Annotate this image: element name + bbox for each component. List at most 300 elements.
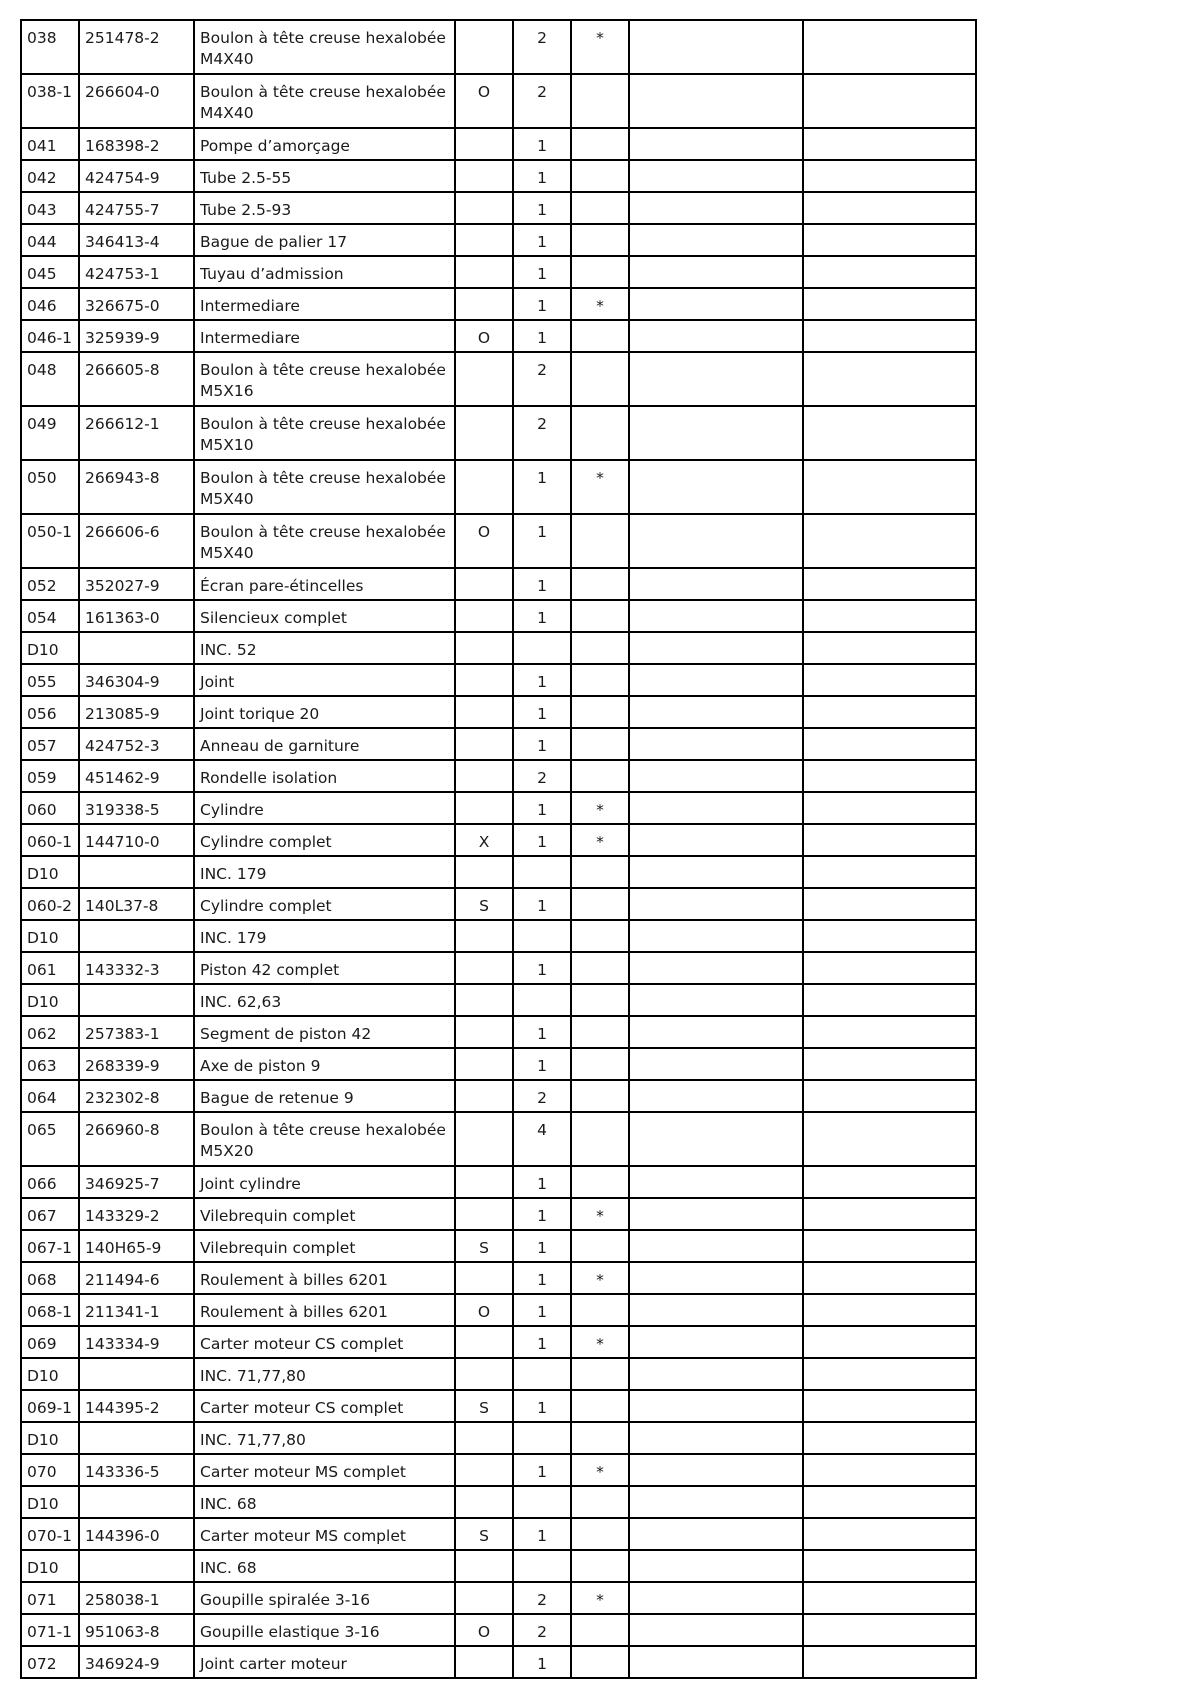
part-number-cell: 346924-9	[79, 1646, 194, 1678]
item-number-cell: 068	[21, 1262, 79, 1294]
item-number-cell: 059	[21, 760, 79, 792]
marker-cell	[571, 406, 629, 460]
quantity-cell: 1	[513, 1166, 571, 1198]
marker-cell	[571, 1294, 629, 1326]
note-code-cell: O	[455, 320, 513, 352]
note-code-cell	[455, 856, 513, 888]
part-number-cell: 143329-2	[79, 1198, 194, 1230]
quantity-cell: 1	[513, 1198, 571, 1230]
blank-cell	[629, 760, 803, 792]
marker-cell	[571, 728, 629, 760]
blank-cell	[629, 1080, 803, 1112]
description-cell: Goupille spiralée 3-16	[194, 1582, 455, 1614]
note-code-cell: S	[455, 888, 513, 920]
description-cell: Goupille elastique 3-16	[194, 1614, 455, 1646]
note-code-cell	[455, 696, 513, 728]
part-number-cell: 140H65-9	[79, 1230, 194, 1262]
description-cell: Vilebrequin complet	[194, 1198, 455, 1230]
part-number-cell: 326675-0	[79, 288, 194, 320]
item-number-cell: 067-1	[21, 1230, 79, 1262]
item-number-cell: 055	[21, 664, 79, 696]
part-number-cell: 143334-9	[79, 1326, 194, 1358]
quantity-cell: 2	[513, 1080, 571, 1112]
item-number-cell: 063	[21, 1048, 79, 1080]
item-number-cell: 050	[21, 460, 79, 514]
marker-cell	[571, 1358, 629, 1390]
blank-cell	[629, 1550, 803, 1582]
marker-cell: *	[571, 20, 629, 74]
item-number-cell: 045	[21, 256, 79, 288]
blank-cell	[803, 1390, 976, 1422]
item-number-cell: 071	[21, 1582, 79, 1614]
part-number-cell: 268339-9	[79, 1048, 194, 1080]
marker-cell	[571, 1166, 629, 1198]
item-number-cell: 062	[21, 1016, 79, 1048]
blank-cell	[803, 856, 976, 888]
table-row	[21, 1166, 976, 1198]
note-code-cell	[455, 568, 513, 600]
table-row	[21, 288, 976, 320]
description-cell: Boulon à tête creuse hexalobée M5X16	[194, 352, 455, 406]
quantity-cell: 1	[513, 664, 571, 696]
marker-cell	[571, 1614, 629, 1646]
table-row	[21, 1112, 976, 1166]
blank-cell	[629, 406, 803, 460]
part-number-cell: 424753-1	[79, 256, 194, 288]
marker-cell	[571, 224, 629, 256]
marker-cell	[571, 888, 629, 920]
table-row	[21, 1016, 976, 1048]
marker-cell	[571, 128, 629, 160]
blank-cell	[629, 664, 803, 696]
item-number-cell: 066	[21, 1166, 79, 1198]
item-number-cell: D10	[21, 1422, 79, 1454]
note-code-cell: S	[455, 1518, 513, 1550]
blank-cell	[629, 1048, 803, 1080]
quantity-cell: 2	[513, 1582, 571, 1614]
note-code-cell	[455, 1166, 513, 1198]
note-code-cell	[455, 1198, 513, 1230]
description-cell: Cylindre	[194, 792, 455, 824]
marker-cell	[571, 664, 629, 696]
note-code-cell	[455, 192, 513, 224]
item-number-cell: 052	[21, 568, 79, 600]
blank-cell	[629, 514, 803, 568]
description-cell: Joint	[194, 664, 455, 696]
item-number-cell: 072	[21, 1646, 79, 1678]
note-code-cell	[455, 1422, 513, 1454]
part-number-cell: 140L37-8	[79, 888, 194, 920]
quantity-cell: 1	[513, 1262, 571, 1294]
description-cell: Joint carter moteur	[194, 1646, 455, 1678]
item-number-cell: 048	[21, 352, 79, 406]
blank-cell	[803, 1112, 976, 1166]
table-row	[21, 1454, 976, 1486]
part-number-cell: 266605-8	[79, 352, 194, 406]
blank-cell	[803, 514, 976, 568]
item-number-cell: D10	[21, 1486, 79, 1518]
marker-cell	[571, 256, 629, 288]
description-cell: Silencieux complet	[194, 600, 455, 632]
blank-cell	[629, 20, 803, 74]
marker-cell	[571, 760, 629, 792]
description-cell: Rondelle isolation	[194, 760, 455, 792]
item-number-cell: D10	[21, 1550, 79, 1582]
blank-cell	[629, 460, 803, 514]
part-number-cell	[79, 1358, 194, 1390]
description-cell: Piston 42 complet	[194, 952, 455, 984]
part-number-cell: 346304-9	[79, 664, 194, 696]
description-cell: Carter moteur CS complet	[194, 1326, 455, 1358]
part-number-cell: 144395-2	[79, 1390, 194, 1422]
quantity-cell: 4	[513, 1112, 571, 1166]
quantity-cell: 1	[513, 160, 571, 192]
note-code-cell	[455, 224, 513, 256]
description-cell: Cylindre complet	[194, 824, 455, 856]
blank-cell	[629, 952, 803, 984]
part-number-cell: 266943-8	[79, 460, 194, 514]
note-code-cell	[455, 792, 513, 824]
part-number-cell: 144396-0	[79, 1518, 194, 1550]
marker-cell: *	[571, 1262, 629, 1294]
marker-cell	[571, 514, 629, 568]
blank-cell	[629, 1166, 803, 1198]
description-cell: Boulon à tête creuse hexalobée M5X20	[194, 1112, 455, 1166]
quantity-cell: 1	[513, 1294, 571, 1326]
part-number-cell: 424755-7	[79, 192, 194, 224]
part-number-cell: 211341-1	[79, 1294, 194, 1326]
blank-cell	[629, 1486, 803, 1518]
marker-cell	[571, 696, 629, 728]
blank-cell	[629, 1326, 803, 1358]
description-cell: INC. 179	[194, 856, 455, 888]
description-cell: INC. 52	[194, 632, 455, 664]
item-number-cell: 064	[21, 1080, 79, 1112]
item-number-cell: 038-1	[21, 74, 79, 128]
part-number-cell	[79, 1486, 194, 1518]
note-code-cell: O	[455, 1294, 513, 1326]
blank-cell	[803, 984, 976, 1016]
part-number-cell: 144710-0	[79, 824, 194, 856]
note-code-cell	[455, 288, 513, 320]
table-row	[21, 1262, 976, 1294]
quantity-cell	[513, 920, 571, 952]
blank-cell	[803, 460, 976, 514]
blank-cell	[629, 1454, 803, 1486]
quantity-cell: 1	[513, 952, 571, 984]
marker-cell: *	[571, 288, 629, 320]
note-code-cell: O	[455, 514, 513, 568]
blank-cell	[629, 568, 803, 600]
quantity-cell	[513, 856, 571, 888]
part-number-cell	[79, 632, 194, 664]
item-number-cell: 068-1	[21, 1294, 79, 1326]
table-row	[21, 192, 976, 224]
blank-cell	[803, 728, 976, 760]
quantity-cell: 1	[513, 792, 571, 824]
note-code-cell	[455, 1582, 513, 1614]
table-row	[21, 1518, 976, 1550]
blank-cell	[803, 696, 976, 728]
table-row	[21, 1294, 976, 1326]
table-row	[21, 760, 976, 792]
quantity-cell: 2	[513, 352, 571, 406]
item-number-cell: 067	[21, 1198, 79, 1230]
quantity-cell	[513, 1358, 571, 1390]
blank-cell	[629, 192, 803, 224]
note-code-cell	[455, 1016, 513, 1048]
description-cell: Carter moteur MS complet	[194, 1518, 455, 1550]
table-row	[21, 824, 976, 856]
description-cell: Bague de palier 17	[194, 224, 455, 256]
description-cell: Boulon à tête creuse hexalobée M4X40	[194, 74, 455, 128]
note-code-cell	[455, 256, 513, 288]
blank-cell	[803, 20, 976, 74]
quantity-cell: 1	[513, 1326, 571, 1358]
blank-cell	[803, 760, 976, 792]
description-cell: Boulon à tête creuse hexalobée M5X40	[194, 514, 455, 568]
part-number-cell: 346925-7	[79, 1166, 194, 1198]
blank-cell	[803, 824, 976, 856]
marker-cell	[571, 1230, 629, 1262]
item-number-cell: 061	[21, 952, 79, 984]
part-number-cell: 143332-3	[79, 952, 194, 984]
marker-cell	[571, 1486, 629, 1518]
item-number-cell: 042	[21, 160, 79, 192]
description-cell: Boulon à tête creuse hexalobée M5X40	[194, 460, 455, 514]
blank-cell	[803, 1582, 976, 1614]
note-code-cell	[455, 984, 513, 1016]
table-row	[21, 1550, 976, 1582]
blank-cell	[629, 984, 803, 1016]
quantity-cell: 1	[513, 824, 571, 856]
marker-cell	[571, 568, 629, 600]
item-number-cell: 049	[21, 406, 79, 460]
marker-cell	[571, 1518, 629, 1550]
quantity-cell: 2	[513, 1614, 571, 1646]
blank-cell	[803, 1080, 976, 1112]
quantity-cell: 1	[513, 600, 571, 632]
part-number-cell: 424752-3	[79, 728, 194, 760]
item-number-cell: 043	[21, 192, 79, 224]
blank-cell	[803, 1486, 976, 1518]
item-number-cell: 046	[21, 288, 79, 320]
quantity-cell: 1	[513, 568, 571, 600]
item-number-cell: 050-1	[21, 514, 79, 568]
note-code-cell	[455, 1454, 513, 1486]
quantity-cell: 1	[513, 320, 571, 352]
quantity-cell	[513, 1486, 571, 1518]
table-row	[21, 952, 976, 984]
table-row	[21, 856, 976, 888]
item-number-cell: 060-2	[21, 888, 79, 920]
part-number-cell: 213085-9	[79, 696, 194, 728]
part-number-cell: 266612-1	[79, 406, 194, 460]
part-number-cell: 352027-9	[79, 568, 194, 600]
blank-cell	[803, 888, 976, 920]
table-row	[21, 1614, 976, 1646]
quantity-cell: 1	[513, 1016, 571, 1048]
note-code-cell: O	[455, 74, 513, 128]
table-row	[21, 460, 976, 514]
part-number-cell: 161363-0	[79, 600, 194, 632]
quantity-cell: 1	[513, 514, 571, 568]
blank-cell	[803, 288, 976, 320]
description-cell: Bague de retenue 9	[194, 1080, 455, 1112]
part-number-cell: 168398-2	[79, 128, 194, 160]
quantity-cell: 1	[513, 1048, 571, 1080]
note-code-cell	[455, 760, 513, 792]
item-number-cell: 069-1	[21, 1390, 79, 1422]
blank-cell	[803, 1422, 976, 1454]
blank-cell	[629, 600, 803, 632]
table-row	[21, 888, 976, 920]
item-number-cell: D10	[21, 1358, 79, 1390]
description-cell: Boulon à tête creuse hexalobée M4X40	[194, 20, 455, 74]
marker-cell	[571, 1550, 629, 1582]
table-row	[21, 920, 976, 952]
description-cell: INC. 71,77,80	[194, 1422, 455, 1454]
quantity-cell: 1	[513, 1454, 571, 1486]
item-number-cell: 038	[21, 20, 79, 74]
marker-cell	[571, 920, 629, 952]
description-cell: Roulement à billes 6201	[194, 1294, 455, 1326]
item-number-cell: 060	[21, 792, 79, 824]
blank-cell	[629, 1112, 803, 1166]
blank-cell	[629, 1518, 803, 1550]
description-cell: Pompe d’amorçage	[194, 128, 455, 160]
blank-cell	[629, 1390, 803, 1422]
table-row	[21, 696, 976, 728]
part-number-cell: 424754-9	[79, 160, 194, 192]
blank-cell	[803, 406, 976, 460]
marker-cell	[571, 1390, 629, 1422]
table-row	[21, 1582, 976, 1614]
table-row	[21, 792, 976, 824]
quantity-cell: 1	[513, 1230, 571, 1262]
table-row	[21, 728, 976, 760]
note-code-cell: S	[455, 1230, 513, 1262]
item-number-cell: D10	[21, 984, 79, 1016]
quantity-cell: 1	[513, 192, 571, 224]
table-row	[21, 1326, 976, 1358]
blank-cell	[803, 160, 976, 192]
part-number-cell: 266606-6	[79, 514, 194, 568]
table-row	[21, 600, 976, 632]
blank-cell	[803, 128, 976, 160]
blank-cell	[629, 160, 803, 192]
marker-cell: *	[571, 1454, 629, 1486]
blank-cell	[803, 664, 976, 696]
marker-cell	[571, 856, 629, 888]
marker-cell	[571, 1016, 629, 1048]
quantity-cell: 1	[513, 288, 571, 320]
parts-table-body	[21, 20, 976, 1678]
note-code-cell	[455, 1262, 513, 1294]
part-number-cell: 346413-4	[79, 224, 194, 256]
table-row	[21, 320, 976, 352]
blank-cell	[629, 728, 803, 760]
description-cell: Vilebrequin complet	[194, 1230, 455, 1262]
blank-cell	[629, 74, 803, 128]
table-row	[21, 514, 976, 568]
blank-cell	[629, 792, 803, 824]
marker-cell	[571, 1646, 629, 1678]
item-number-cell: D10	[21, 856, 79, 888]
marker-cell	[571, 632, 629, 664]
note-code-cell	[455, 1080, 513, 1112]
blank-cell	[629, 1262, 803, 1294]
quantity-cell: 1	[513, 1390, 571, 1422]
marker-cell: *	[571, 1198, 629, 1230]
description-cell: Intermediare	[194, 288, 455, 320]
table-row	[21, 74, 976, 128]
quantity-cell: 2	[513, 74, 571, 128]
quantity-cell	[513, 632, 571, 664]
description-cell: Tuyau d’admission	[194, 256, 455, 288]
blank-cell	[803, 256, 976, 288]
part-number-cell: 951063-8	[79, 1614, 194, 1646]
quantity-cell: 1	[513, 224, 571, 256]
description-cell: Joint cylindre	[194, 1166, 455, 1198]
note-code-cell	[455, 128, 513, 160]
blank-cell	[803, 1326, 976, 1358]
quantity-cell: 2	[513, 760, 571, 792]
blank-cell	[629, 1294, 803, 1326]
marker-cell	[571, 1422, 629, 1454]
blank-cell	[629, 288, 803, 320]
table-row	[21, 1230, 976, 1262]
marker-cell	[571, 952, 629, 984]
blank-cell	[803, 1048, 976, 1080]
marker-cell	[571, 320, 629, 352]
blank-cell	[629, 824, 803, 856]
blank-cell	[629, 920, 803, 952]
part-number-cell: 325939-9	[79, 320, 194, 352]
table-row	[21, 1198, 976, 1230]
note-code-cell	[455, 728, 513, 760]
description-cell: Anneau de garniture	[194, 728, 455, 760]
description-cell: Carter moteur MS complet	[194, 1454, 455, 1486]
note-code-cell	[455, 632, 513, 664]
part-number-cell	[79, 1422, 194, 1454]
table-row	[21, 406, 976, 460]
blank-cell	[629, 632, 803, 664]
blank-cell	[803, 1614, 976, 1646]
item-number-cell: 057	[21, 728, 79, 760]
blank-cell	[629, 1422, 803, 1454]
marker-cell	[571, 1048, 629, 1080]
note-code-cell	[455, 352, 513, 406]
blank-cell	[629, 352, 803, 406]
marker-cell	[571, 352, 629, 406]
note-code-cell	[455, 460, 513, 514]
item-number-cell: 054	[21, 600, 79, 632]
item-number-cell: 056	[21, 696, 79, 728]
part-number-cell: 257383-1	[79, 1016, 194, 1048]
blank-cell	[629, 1358, 803, 1390]
description-cell: Intermediare	[194, 320, 455, 352]
item-number-cell: 046-1	[21, 320, 79, 352]
description-cell: Axe de piston 9	[194, 1048, 455, 1080]
table-row	[21, 160, 976, 192]
part-number-cell: 211494-6	[79, 1262, 194, 1294]
quantity-cell: 2	[513, 20, 571, 74]
item-number-cell: 069	[21, 1326, 79, 1358]
part-number-cell: 451462-9	[79, 760, 194, 792]
part-number-cell: 232302-8	[79, 1080, 194, 1112]
table-row	[21, 352, 976, 406]
